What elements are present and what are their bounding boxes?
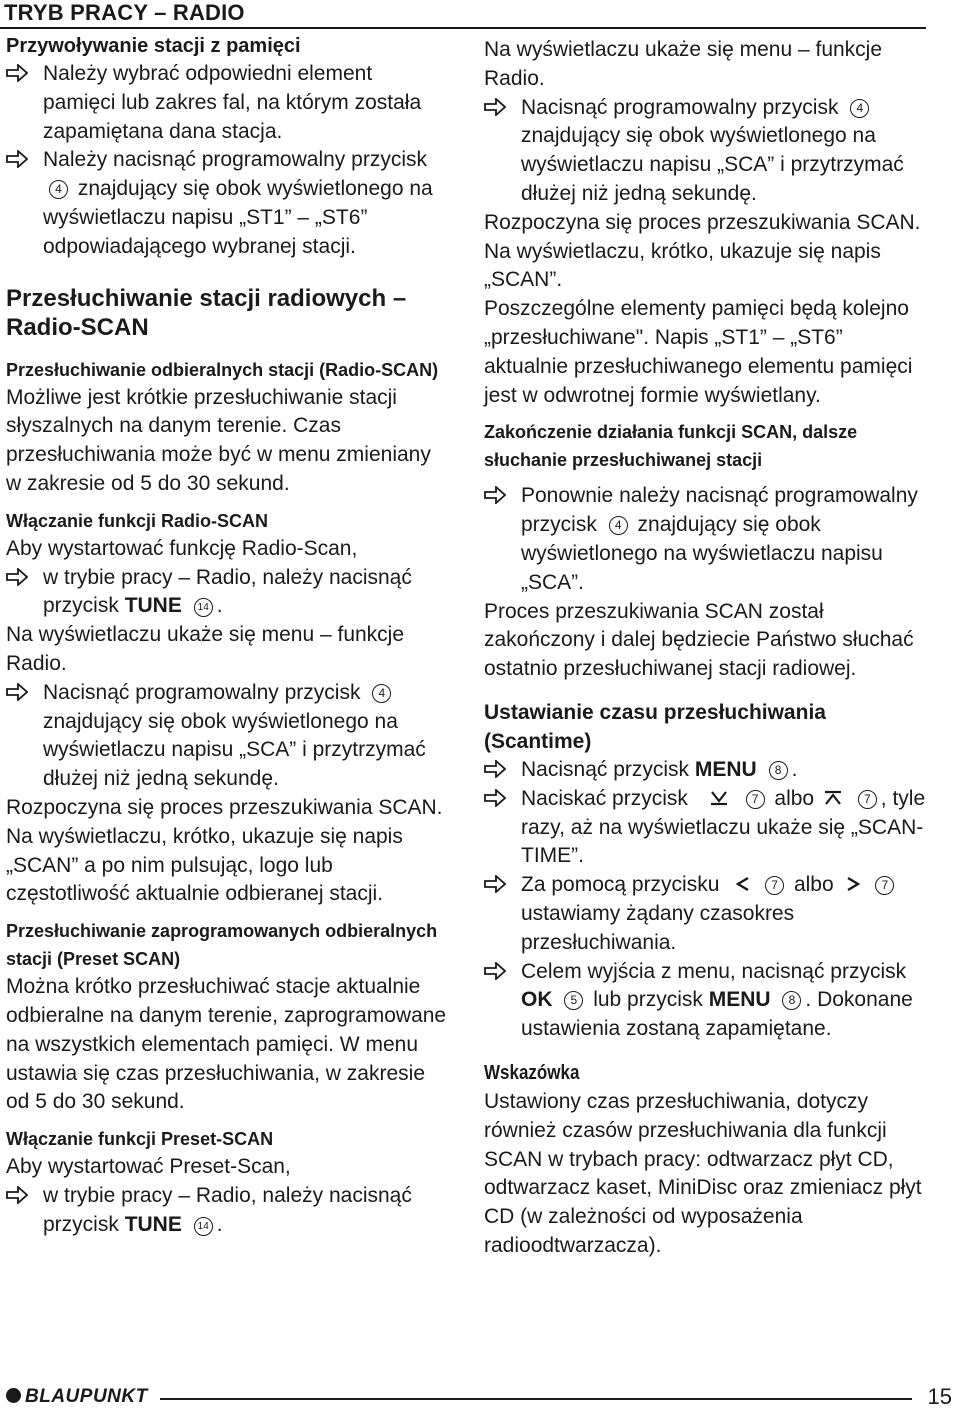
scantime-step-4-text-a: Celem wyjścia z menu, nacisnąć przycisk xyxy=(521,959,907,983)
ok-key-label: OK xyxy=(521,988,553,1012)
radio-scan-paragraph: Możliwe jest krótkie przesłuchiwanie stacji słyszalnych na danym terenie. Czas przesłuchiwania może być w menu zmieniany w zakresie od 5 do 30 sekund. xyxy=(6,385,431,495)
scantime-step-2-text-b: , tyle razy, aż na wyświetlaczu ukaże się „SCAN-TIME”. xyxy=(521,786,926,868)
enable-preset-step-1-text: w trybie pracy – Radio, należy nacisnąć przycisk xyxy=(43,1183,412,1236)
memory-step-1 xyxy=(6,60,450,146)
outline-arrow-icon xyxy=(484,486,506,504)
outline-arrow-icon xyxy=(6,568,28,586)
radio-scan-subheading: Przesłuchiwanie odbieralnych stacji (Radio-SCAN) xyxy=(6,359,439,380)
scan-start-text: Rozpoczyna się proces przeszukiwania SCAN. Na wyświetlaczu, krótko, ukazuje się napis „SCAN”. xyxy=(484,210,921,292)
memory-step-2 xyxy=(6,146,450,261)
brand-name: BLAUPUNKT xyxy=(25,1386,148,1407)
button-number-badge: 5 xyxy=(564,991,583,1010)
scantime-step-4-text-mid: lub przycisk xyxy=(593,988,703,1012)
memory-step-1-text: Należy wybrać odpowiedni element pamięci lub zakres fal, na którym została zapamiętana dana stacja. xyxy=(43,62,422,143)
outline-arrow-icon xyxy=(6,150,28,168)
memory-step-2-text-b: znajdujący się obok wyświetlonego na wyświetlaczu napisu „ST1” – „ST6” odpowiadającego wybranej stacji. xyxy=(43,177,433,258)
menu-key-label: MENU xyxy=(694,757,757,781)
note-heading: Wskazówka xyxy=(484,1061,580,1084)
end-scan-step xyxy=(484,482,928,597)
title-rule xyxy=(0,27,926,29)
outline-arrow-icon xyxy=(484,962,506,980)
button-number-badge: 4 xyxy=(372,684,391,703)
menu-key-label: MENU xyxy=(708,988,771,1012)
right-chevron-key-icon xyxy=(845,876,861,892)
outline-arrow-icon xyxy=(6,1186,28,1204)
up-arrow-key-icon xyxy=(822,790,844,806)
page-number: 15 xyxy=(927,1384,952,1409)
outline-arrow-icon xyxy=(484,98,506,116)
logo-dot-icon xyxy=(6,1388,21,1403)
albo-word: albo xyxy=(793,873,834,897)
memory-step-2-text-a: Należy nacisnąć programowalny przycisk xyxy=(43,148,427,172)
scantime-step-3 xyxy=(484,871,928,957)
scantime-step-2-text-a: Naciskać przycisk xyxy=(521,786,688,810)
down-arrow-key-icon xyxy=(708,790,730,806)
button-number-badge: 8 xyxy=(782,991,801,1010)
button-number-badge: 4 xyxy=(49,180,68,199)
enable-preset-step-1: w trybie pracy – Radio, należy nacisnąć przycisk TUNE 14 . xyxy=(6,1182,450,1240)
button-number-badge: 7 xyxy=(746,790,765,809)
enable-radio-result: Rozpoczyna się proces przeszukiwania SCAN. Na wyświetlaczu, krótko, ukazuje się napis „SCAN” a po nim pulsując, logo lub częstotliwość aktualnie odbieranej stacji. xyxy=(6,795,443,906)
button-number-badge: 7 xyxy=(765,876,784,895)
scantime-step-4-text-b: . Dokonane ustawienia zostaną zapamiętane. xyxy=(521,988,913,1041)
left-chevron-key-icon xyxy=(735,876,751,892)
preset-scan-paragraph: Można krótko przesłuchiwać stacje aktualnie odbieralne na danym terenie, zaprogramowane na wszystkich elementach pamięci. W menu ustawia się czas przesłuchiwania, w zakresie od 5 do 30 sekund. xyxy=(6,975,447,1114)
outline-arrow-icon xyxy=(484,875,506,893)
albo-word: albo xyxy=(774,786,815,810)
press-step xyxy=(484,94,928,209)
scantime-step-3-text-b: ustawiamy żądany czasokres przesłuchiwania. xyxy=(521,901,795,954)
note-text: Ustawiony czas przesłuchiwania, dotyczy również czasów przesłuchiwania dla funkcji SCAN w trybach pracy: odtwarzacz płyt CD, odtwarzacz kaset, MiniDisc oraz zmieniacz płyt CD (w zależności od wyposażenia radioodtwarzacza). xyxy=(484,1089,922,1257)
tune-key-label: TUNE xyxy=(124,594,182,618)
scantime-step-4 xyxy=(484,958,928,1044)
button-number-badge: 14 xyxy=(194,598,213,617)
scantime-step-1-text: Nacisnąć przycisk xyxy=(521,757,690,781)
preset-scan-subheading: Przesłuchiwanie zaprogramowanych odbieralnych stacji (Preset SCAN) xyxy=(6,921,438,970)
scantime-step-2 xyxy=(484,785,928,871)
end-result-text: Proces przeszukiwania SCAN został zakończony i dalej będziecie Państwo słuchać ostatnio przesłuchiwanej stacji radiowej. xyxy=(484,599,914,681)
left-column xyxy=(6,32,450,1240)
preset-description: Poszczególne elementy pamięci będą kolejno „przesłuchiwane". Napis „ST1” – „ST6” aktualnie przesłuchiwanego elementu pamięci jest w odwrotnej formie wyświetlany. xyxy=(484,297,913,407)
right-column xyxy=(484,36,928,1261)
end-step-text-a: Ponownie należy nacisnąć programowalny przycisk xyxy=(521,484,918,537)
scantime-step-3-text-a: Za pomocą przycisku xyxy=(521,873,720,897)
enable-radio-step-1-text: w trybie pracy – Radio, należy nacisnąć przycisk xyxy=(43,565,412,618)
enable-preset-intro: Aby wystartować Preset-Scan, xyxy=(6,1155,291,1179)
enable-radio-intro: Aby wystartować funkcję Radio-Scan, xyxy=(6,536,358,560)
button-number-badge: 7 xyxy=(858,790,877,809)
tune-key-label: TUNE xyxy=(124,1212,182,1236)
enable-radio-step-1: w trybie pracy – Radio, należy nacisnąć przycisk TUNE 14 . xyxy=(6,564,450,622)
end-step-text-b: znajdujący się obok wyświetlonego na wyświetlaczu napisu „SCA”. xyxy=(521,513,883,594)
button-number-badge: 8 xyxy=(769,761,788,780)
button-number-badge: 7 xyxy=(875,876,894,895)
outline-arrow-icon xyxy=(6,64,28,82)
press-step-text-b: znajdujący się obok wyświetlonego na wyświetlaczu napisu „SCA” i przytrzymać dłużej niż jedną sekundę. xyxy=(521,124,904,205)
outline-arrow-icon xyxy=(484,760,506,778)
end-scan-subheading: Zakończenie działania funkcji SCAN, dalsze słuchanie przesłuchiwanej stacji xyxy=(484,422,858,471)
brand-logo xyxy=(6,1386,148,1408)
scantime-step-1: Nacisnąć przycisk MENU 8 . xyxy=(484,756,928,785)
footer-rule xyxy=(160,1398,912,1400)
button-number-badge: 4 xyxy=(850,99,869,118)
outline-arrow-icon xyxy=(484,789,506,807)
enable-radio-step-2 xyxy=(6,679,450,794)
outline-arrow-icon xyxy=(6,683,28,701)
scantime-heading: Ustawianie czasu przesłuchiwania (Scantime) xyxy=(484,700,826,753)
page-title: TRYB PRACY – RADIO xyxy=(4,0,245,25)
enable-preset-subheading: Włączanie funkcji Preset-SCAN xyxy=(6,1129,274,1150)
enable-radio-menu-text: Na wyświetlaczu ukaże się menu – funkcje Radio. xyxy=(6,623,405,675)
scan-title: Przesłuchiwanie stacji radiowych – Radio-SCAN xyxy=(6,284,407,341)
enable-radio-step-2-text-b: znajdujący się obok wyświetlonego na wyświetlaczu napisu „SCA” i przytrzymać dłużej niż jedną sekundę. xyxy=(43,709,426,791)
button-number-badge: 14 xyxy=(194,1217,213,1236)
memory-heading: Przywoływanie stacji z pamięci xyxy=(6,35,301,57)
menu-line: Na wyświetlaczu ukaże się menu – funkcje Radio. xyxy=(484,38,883,90)
enable-radio-step-2-text-a: Nacisnąć programowalny przycisk xyxy=(43,680,361,704)
enable-radio-subheading: Włączanie funkcji Radio-SCAN xyxy=(6,510,269,531)
press-step-text-a: Nacisnąć programowalny przycisk xyxy=(521,95,839,119)
button-number-badge: 4 xyxy=(609,516,628,535)
